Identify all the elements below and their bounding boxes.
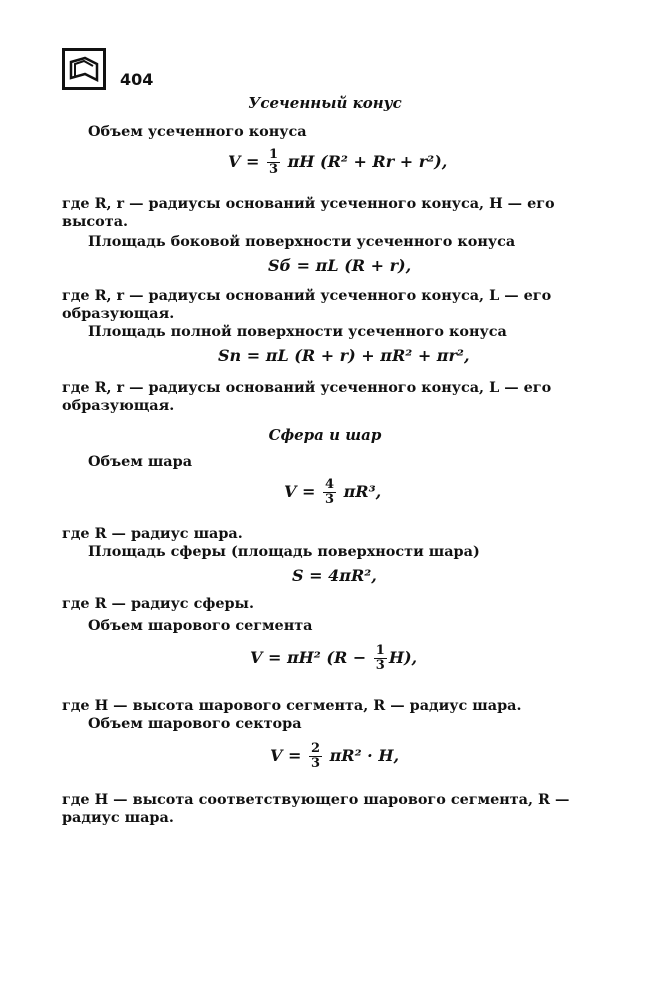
frustum-volume-formula: V = $\frac{1}{3}$ πH (R² + Rr + r²), — [228, 147, 448, 177]
ball-volume-formula: V = $\frac{4}{3}$ πR³, — [284, 477, 382, 507]
fraction: $\frac{1}{3}$ — [375, 643, 385, 673]
sector-volume-formula: V = $\frac{2}{3}$ πR² · H, — [270, 741, 400, 771]
sphere-area-note: где R — радиус сферы. — [62, 595, 254, 612]
sector-volume-label: Объем шарового сектора — [88, 715, 302, 732]
section-title-sphere: Сфера и шар — [268, 426, 382, 444]
frustum-total-note-1: где R, r — радиусы оснований усеченного конуса, L — его — [62, 379, 552, 396]
frustum-lateral-note-1: где R, r — радиусы оснований усеченного конуса, L — его — [62, 287, 552, 304]
segment-volume-formula: V = πH² (R − $\frac{1}{3}$ H), — [250, 643, 418, 673]
page-number: 404 — [120, 70, 154, 89]
ball-volume-note: где R — радиус шара. — [62, 525, 243, 542]
frustum-total-label: Площадь полной поверхности усеченного конуса — [88, 323, 507, 340]
frustum-volume-label: Объем усеченного конуса — [88, 123, 307, 140]
frustum-total-note-2: образующая. — [62, 397, 175, 414]
frustum-lateral-label: Площадь боковой поверхности усеченного конуса — [88, 233, 516, 250]
segment-volume-note: где H — высота шарового сегмента, R — радиус шара. — [62, 697, 522, 714]
open-book-icon — [69, 56, 99, 82]
sphere-area-formula: S = 4πR², — [292, 566, 377, 585]
section-title-frustum: Усеченный конус — [248, 94, 402, 112]
segment-volume-label: Объем шарового сегмента — [88, 617, 313, 634]
frustum-lateral-note-2: образующая. — [62, 305, 175, 322]
frustum-volume-note-2: высота. — [62, 213, 129, 230]
sphere-area-label: Площадь сферы (площадь поверхности шара) — [88, 543, 480, 560]
frustum-total-formula: Sп = πL (R + r) + πR² + πr², — [218, 346, 470, 365]
fraction: $\frac{4}{3}$ — [324, 477, 335, 507]
frustum-lateral-formula: Sб = πL (R + r), — [268, 256, 412, 275]
book-logo — [62, 48, 106, 90]
frustum-volume-note-1: где R, r — радиусы оснований усеченного конуса, H — его — [62, 195, 555, 212]
sector-volume-note-1: где H — высота соответствующего шарового сегмента, R — — [62, 791, 570, 808]
ball-volume-label: Объем шара — [88, 453, 193, 470]
fraction: $\frac{1}{3}$ — [268, 147, 279, 177]
fraction: $\frac{2}{3}$ — [310, 741, 321, 771]
sector-volume-note-2: радиус шара. — [62, 809, 174, 826]
